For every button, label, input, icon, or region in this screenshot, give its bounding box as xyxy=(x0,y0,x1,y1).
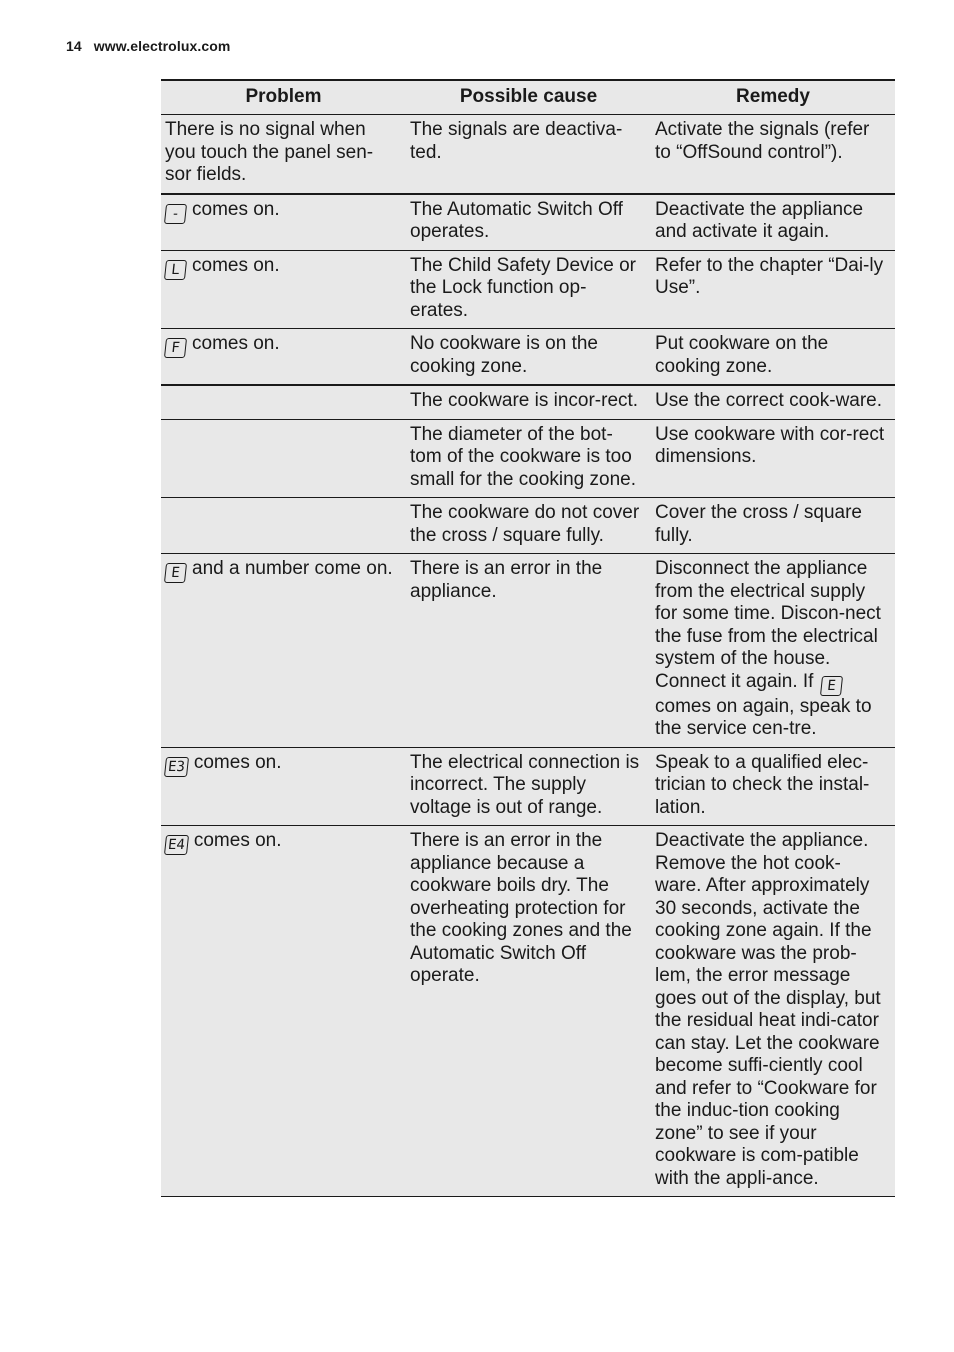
remedy-cell: Use the correct cook-ware. xyxy=(651,385,895,419)
cause-cell: The cookware is incor-rect. xyxy=(406,385,651,419)
problem-text: and a number come on. xyxy=(192,558,393,579)
cause-cell: The Child Safety Device or the Lock function op-erates. xyxy=(406,250,651,329)
cause-cell: The Automatic Switch Off operates. xyxy=(406,194,651,251)
display-symbol-icon: E3 xyxy=(164,757,189,777)
table-row xyxy=(161,554,895,748)
problem-cell xyxy=(161,250,406,329)
problem-cell xyxy=(161,194,406,251)
remedy-text-after: comes on again, speak to the service cen-tre. xyxy=(655,695,872,739)
display-symbol-icon: L xyxy=(164,260,187,280)
problem-cell xyxy=(161,329,406,386)
problem-cell xyxy=(161,385,406,419)
problem-cell xyxy=(161,419,406,498)
display-symbol-icon: E4 xyxy=(164,835,189,855)
troubleshooting-table xyxy=(161,79,895,1197)
table-row xyxy=(161,115,895,194)
display-symbol-icon: E xyxy=(164,563,187,583)
remedy-cell: Use cookware with cor-rect dimensions. xyxy=(651,419,895,498)
remedy-cell: Cover the cross / square fully. xyxy=(651,498,895,554)
remedy-cell: Refer to the chapter “Dai-ly Use”. xyxy=(651,250,895,329)
cause-cell: The electrical connection is incorrect. The supply voltage is out of range. xyxy=(406,747,651,826)
page-header xyxy=(66,38,230,54)
cause-cell: There is an error in the appliance. xyxy=(406,554,651,748)
table-row xyxy=(161,747,895,826)
table-row xyxy=(161,194,895,251)
problem-cell xyxy=(161,826,406,1197)
cause-cell: The diameter of the bot-tom of the cookware is too small for the cooking zone. xyxy=(406,419,651,498)
problem-text: There is no signal when you touch the panel sen-sor fields. xyxy=(165,119,374,185)
remedy-text: Disconnect the appliance from the electrical supply for some time. Discon-nect the fuse from the electrical system of the house. Connect it again. If xyxy=(655,558,881,692)
page-number: 14 xyxy=(66,38,82,54)
column-header-problem: Problem xyxy=(161,80,406,115)
column-header-cause: Possible cause xyxy=(406,80,651,115)
table-row xyxy=(161,419,895,498)
table-row xyxy=(161,498,895,554)
cause-cell: The cookware do not cover the cross / square fully. xyxy=(406,498,651,554)
table-row xyxy=(161,385,895,419)
problem-text: comes on. xyxy=(192,254,280,276)
column-header-remedy: Remedy xyxy=(651,80,895,115)
table-header-row xyxy=(161,80,895,115)
cause-cell: The signals are deactiva-ted. xyxy=(406,115,651,194)
cause-cell: No cookware is on the cooking zone. xyxy=(406,329,651,386)
display-symbol-icon: - xyxy=(164,204,187,224)
problem-text: comes on. xyxy=(192,333,280,354)
problem-text: comes on. xyxy=(193,751,282,773)
display-symbol-icon: E xyxy=(820,676,843,696)
problem-cell xyxy=(161,115,406,194)
remedy-cell xyxy=(651,554,895,748)
website-url: www.electrolux.com xyxy=(93,38,231,54)
cause-cell: There is an error in the appliance because a cookware boils dry. The overheating protection for the cooking zones and the Automatic Switch Off operate. xyxy=(406,826,651,1197)
problem-cell xyxy=(161,747,406,826)
problem-text: comes on. xyxy=(193,830,282,851)
remedy-cell: Put cookware on the cooking zone. xyxy=(651,329,895,386)
remedy-cell: Activate the signals (refer to “OffSound control”). xyxy=(651,115,895,194)
problem-cell xyxy=(161,498,406,554)
display-symbol-icon: F xyxy=(164,338,187,358)
remedy-cell: Deactivate the appliance and activate it again. xyxy=(651,194,895,251)
problem-text: comes on. xyxy=(192,198,280,220)
table-row xyxy=(161,826,895,1197)
remedy-cell: Deactivate the appliance. Remove the hot cook-ware. After approximately 30 seconds, activate the cooking zone again. If the cookware was the prob-lem, the error message goes out of the display, but the residual heat indi-cator can stay. Let the cookware become suffi-ciently cool and refer to “Cookware for the induc-tion cooking zone” to see if your cookware is com-patible with the appli-ance. xyxy=(651,826,895,1197)
remedy-cell: Speak to a qualified elec-trician to check the instal-lation. xyxy=(651,747,895,826)
table-row xyxy=(161,329,895,386)
problem-cell xyxy=(161,554,406,748)
table-row xyxy=(161,250,895,329)
